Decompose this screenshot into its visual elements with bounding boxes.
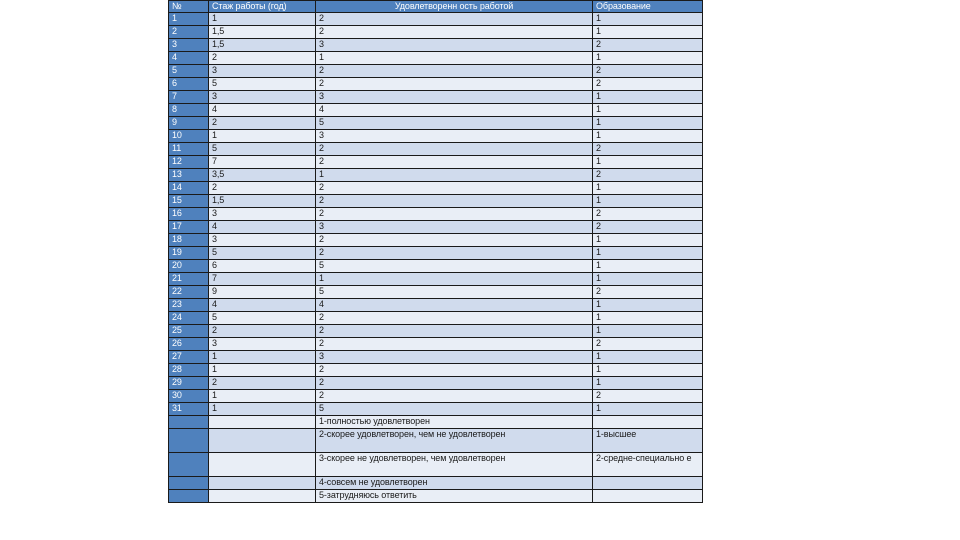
legend-blank-cell [169, 453, 209, 477]
satisfaction-cell: 1 [316, 169, 593, 182]
satisfaction-cell: 2 [316, 390, 593, 403]
education-cell: 1 [593, 247, 703, 260]
row-number-cell: 28 [169, 364, 209, 377]
education-cell: 2 [593, 39, 703, 52]
row-number-cell: 9 [169, 117, 209, 130]
education-cell: 1 [593, 273, 703, 286]
satisfaction-cell: 2 [316, 208, 593, 221]
satisfaction-cell: 1 [316, 273, 593, 286]
satisfaction-cell: 2 [316, 13, 593, 26]
header-education: Образование [593, 1, 703, 13]
header-satisfaction: Удовлетворенн ость работой [316, 1, 593, 13]
education-cell: 1 [593, 195, 703, 208]
satisfaction-cell: 2 [316, 325, 593, 338]
satisfaction-cell: 2 [316, 338, 593, 351]
education-cell: 2 [593, 208, 703, 221]
education-cell: 2 [593, 390, 703, 403]
row-number-cell: 26 [169, 338, 209, 351]
row-number-cell: 11 [169, 143, 209, 156]
row-number-cell: 29 [169, 377, 209, 390]
education-legend-cell [593, 490, 703, 503]
education-cell: 1 [593, 351, 703, 364]
legend-blank-cell [209, 416, 316, 429]
row-number-cell: 13 [169, 169, 209, 182]
legend-blank-cell [209, 429, 316, 453]
table-row [169, 247, 703, 260]
header-number: № [169, 1, 209, 13]
row-number-cell: 24 [169, 312, 209, 325]
table-row [169, 221, 703, 234]
experience-cell: 3 [209, 338, 316, 351]
table-row [169, 390, 703, 403]
row-number-cell: 14 [169, 182, 209, 195]
legend-blank-cell [209, 453, 316, 477]
satisfaction-legend-cell: 5-затрудняюсь ответить [316, 490, 593, 503]
satisfaction-cell: 3 [316, 221, 593, 234]
table-row [169, 286, 703, 299]
row-number-cell: 12 [169, 156, 209, 169]
table-row [169, 143, 703, 156]
row-number-cell: 21 [169, 273, 209, 286]
experience-cell: 5 [209, 78, 316, 91]
row-number-cell: 20 [169, 260, 209, 273]
satisfaction-cell: 2 [316, 78, 593, 91]
legend-blank-cell [209, 477, 316, 490]
education-cell: 2 [593, 286, 703, 299]
education-cell: 1 [593, 52, 703, 65]
table-row [169, 299, 703, 312]
education-cell: 1 [593, 377, 703, 390]
satisfaction-cell: 4 [316, 104, 593, 117]
table-row [169, 234, 703, 247]
table-row [169, 65, 703, 78]
table-row [169, 351, 703, 364]
education-cell: 2 [593, 221, 703, 234]
education-legend-cell [593, 416, 703, 429]
satisfaction-cell: 2 [316, 195, 593, 208]
education-cell: 1 [593, 117, 703, 130]
education-cell: 1 [593, 13, 703, 26]
row-number-cell: 2 [169, 26, 209, 39]
table-row [169, 39, 703, 52]
education-cell: 2 [593, 169, 703, 182]
table-row [169, 117, 703, 130]
satisfaction-cell: 2 [316, 364, 593, 377]
experience-cell: 7 [209, 273, 316, 286]
satisfaction-cell: 2 [316, 26, 593, 39]
experience-cell: 2 [209, 52, 316, 65]
satisfaction-cell: 2 [316, 247, 593, 260]
table-row [169, 325, 703, 338]
experience-cell: 2 [209, 377, 316, 390]
table-row [169, 403, 703, 416]
satisfaction-cell: 3 [316, 130, 593, 143]
experience-cell: 3,5 [209, 169, 316, 182]
education-cell: 1 [593, 325, 703, 338]
satisfaction-cell: 5 [316, 403, 593, 416]
legend-row [169, 429, 703, 453]
satisfaction-cell: 2 [316, 377, 593, 390]
satisfaction-cell: 5 [316, 260, 593, 273]
legend-row [169, 490, 703, 503]
row-number-cell: 8 [169, 104, 209, 117]
education-cell: 1 [593, 403, 703, 416]
satisfaction-legend-cell: 3-скорее не удовлетворен, чем удовлетворен [316, 453, 593, 477]
table-row [169, 78, 703, 91]
satisfaction-cell: 5 [316, 286, 593, 299]
education-legend-cell: 2-средне-специально е [593, 453, 703, 477]
experience-cell: 1,5 [209, 39, 316, 52]
education-cell: 1 [593, 234, 703, 247]
experience-cell: 1,5 [209, 195, 316, 208]
education-cell: 2 [593, 338, 703, 351]
table-row [169, 208, 703, 221]
row-number-cell: 10 [169, 130, 209, 143]
experience-cell: 3 [209, 65, 316, 78]
satisfaction-cell: 2 [316, 156, 593, 169]
table-row [169, 312, 703, 325]
satisfaction-cell: 2 [316, 143, 593, 156]
experience-cell: 1 [209, 403, 316, 416]
table-row [169, 26, 703, 39]
education-cell: 1 [593, 299, 703, 312]
experience-cell: 5 [209, 247, 316, 260]
table-row [169, 156, 703, 169]
header-row [169, 1, 703, 13]
experience-cell: 1 [209, 364, 316, 377]
education-cell: 1 [593, 260, 703, 273]
row-number-cell: 4 [169, 52, 209, 65]
education-cell: 2 [593, 65, 703, 78]
satisfaction-cell: 2 [316, 234, 593, 247]
education-cell: 2 [593, 78, 703, 91]
row-number-cell: 30 [169, 390, 209, 403]
experience-cell: 1 [209, 13, 316, 26]
legend-blank-cell [169, 477, 209, 490]
education-cell: 2 [593, 143, 703, 156]
experience-cell: 3 [209, 91, 316, 104]
table-row [169, 260, 703, 273]
experience-cell: 3 [209, 208, 316, 221]
satisfaction-legend-cell: 4-совсем не удовлетворен [316, 477, 593, 490]
row-number-cell: 3 [169, 39, 209, 52]
row-number-cell: 22 [169, 286, 209, 299]
table-row [169, 91, 703, 104]
row-number-cell: 7 [169, 91, 209, 104]
table-row [169, 182, 703, 195]
education-cell: 1 [593, 26, 703, 39]
education-cell: 1 [593, 104, 703, 117]
row-number-cell: 15 [169, 195, 209, 208]
education-legend-cell: 1-высшее [593, 429, 703, 453]
row-number-cell: 19 [169, 247, 209, 260]
legend-row [169, 416, 703, 429]
satisfaction-cell: 1 [316, 52, 593, 65]
table-row [169, 52, 703, 65]
legend-blank-cell [169, 416, 209, 429]
table-row [169, 13, 703, 26]
education-legend-cell [593, 477, 703, 490]
experience-cell: 2 [209, 182, 316, 195]
legend-blank-cell [209, 490, 316, 503]
experience-cell: 7 [209, 156, 316, 169]
satisfaction-legend-cell: 2-скорее удовлетворен, чем не удовлетворен [316, 429, 593, 453]
row-number-cell: 31 [169, 403, 209, 416]
header-experience: Стаж работы (год) [209, 1, 316, 13]
satisfaction-cell: 3 [316, 39, 593, 52]
satisfaction-cell: 3 [316, 91, 593, 104]
experience-cell: 1,5 [209, 26, 316, 39]
education-cell: 1 [593, 130, 703, 143]
table-row [169, 130, 703, 143]
education-cell: 1 [593, 91, 703, 104]
row-number-cell: 27 [169, 351, 209, 364]
education-cell: 1 [593, 156, 703, 169]
experience-cell: 1 [209, 351, 316, 364]
experience-cell: 9 [209, 286, 316, 299]
education-cell: 1 [593, 364, 703, 377]
row-number-cell: 23 [169, 299, 209, 312]
experience-cell: 3 [209, 234, 316, 247]
table-row [169, 104, 703, 117]
satisfaction-cell: 2 [316, 312, 593, 325]
satisfaction-cell: 2 [316, 182, 593, 195]
education-cell: 1 [593, 312, 703, 325]
experience-cell: 5 [209, 312, 316, 325]
legend-row [169, 477, 703, 490]
satisfaction-legend-cell: 1-полностью удовлетворен [316, 416, 593, 429]
experience-cell: 4 [209, 104, 316, 117]
satisfaction-cell: 2 [316, 65, 593, 78]
row-number-cell: 16 [169, 208, 209, 221]
experience-cell: 2 [209, 325, 316, 338]
table-row [169, 364, 703, 377]
legend-row [169, 453, 703, 477]
experience-cell: 4 [209, 299, 316, 312]
table-row [169, 169, 703, 182]
row-number-cell: 6 [169, 78, 209, 91]
table-row [169, 273, 703, 286]
satisfaction-cell: 4 [316, 299, 593, 312]
experience-cell: 5 [209, 143, 316, 156]
experience-cell: 4 [209, 221, 316, 234]
table-row [169, 338, 703, 351]
experience-cell: 6 [209, 260, 316, 273]
legend-blank-cell [169, 429, 209, 453]
experience-cell: 1 [209, 130, 316, 143]
experience-cell: 1 [209, 390, 316, 403]
table-row [169, 377, 703, 390]
legend-blank-cell [169, 490, 209, 503]
education-cell: 1 [593, 182, 703, 195]
data-table [168, 0, 703, 503]
table-row [169, 195, 703, 208]
satisfaction-cell: 3 [316, 351, 593, 364]
row-number-cell: 17 [169, 221, 209, 234]
row-number-cell: 25 [169, 325, 209, 338]
satisfaction-cell: 5 [316, 117, 593, 130]
row-number-cell: 1 [169, 13, 209, 26]
row-number-cell: 5 [169, 65, 209, 78]
experience-cell: 2 [209, 117, 316, 130]
row-number-cell: 18 [169, 234, 209, 247]
